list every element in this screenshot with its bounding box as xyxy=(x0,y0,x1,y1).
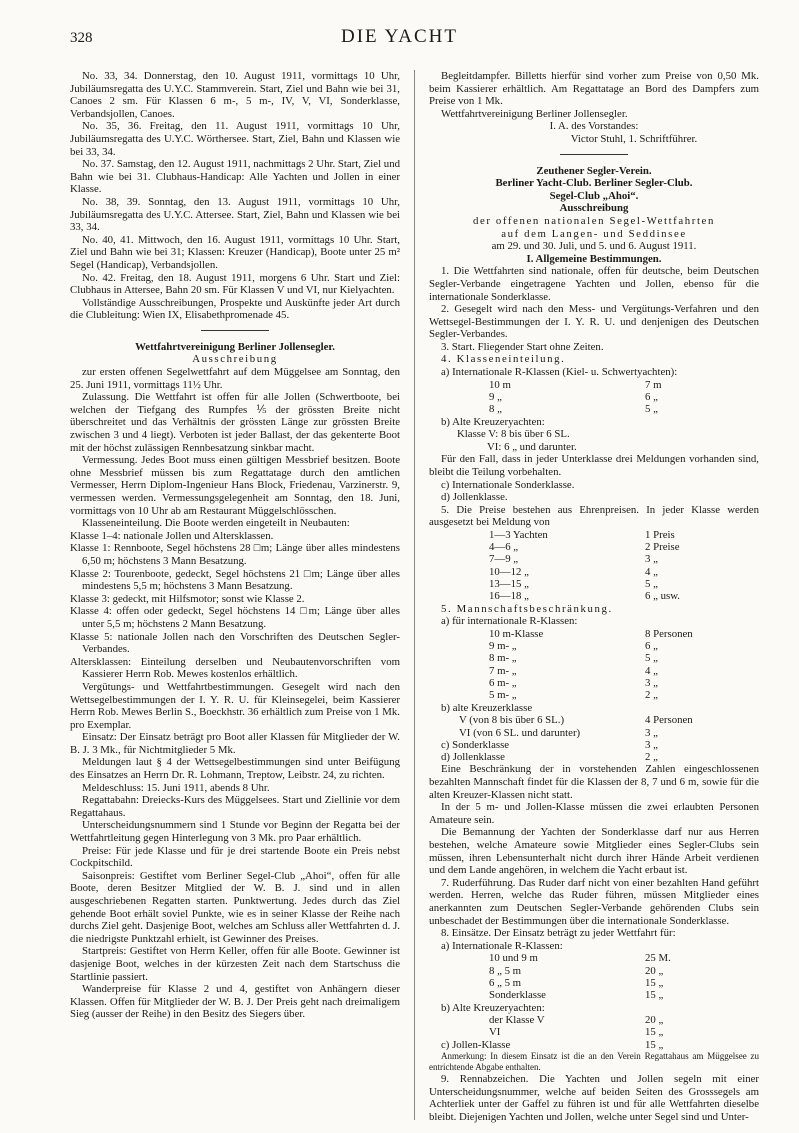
table-cell: 8 m- „ xyxy=(489,652,517,665)
table-row xyxy=(489,652,699,664)
table-cell: 15 „ xyxy=(645,976,664,989)
body-paragraph: Eine Beschränkung der in vorstehenden Zahlen eingeschlossenen bezahlten Mannschaft findet für die Klassen der 8, 7 und 6 m, sowie für die alten Kreuzer-Klassen nicht statt. xyxy=(429,763,759,801)
table-cell: 20 „ xyxy=(645,1014,664,1027)
body-paragraph: Preise: Für jede Klasse und für je drei startende Boote ein Preis nebst Cockpitschild. xyxy=(70,844,400,870)
sub-item: a) Internationale R-Klassen: xyxy=(441,939,563,952)
section-subtitle: Ausschreibung xyxy=(192,353,278,366)
table-row xyxy=(489,379,668,391)
club-heading: Segel-Club „Ahoi“. xyxy=(549,189,639,202)
table-cell: 10 m xyxy=(489,378,511,391)
table-cell: 3 „ xyxy=(645,726,658,739)
table-row xyxy=(489,1014,669,1026)
table-cell: 4—6 „ xyxy=(489,541,519,554)
table-row xyxy=(489,677,699,689)
sub-item: b) alte Kreuzerklasse xyxy=(441,701,533,714)
table-cell: d) Jollenklasse xyxy=(441,751,505,764)
body-paragraph: 4. Klasseneinteilung. xyxy=(441,353,566,366)
table-cell: 7 m- „ xyxy=(489,664,517,677)
table-row xyxy=(489,665,699,677)
body-paragraph: Meldungen laut § 4 der Wettsegelbestimmungen sind unter Beifügung des Einsatzes an Herrn Dr. R. Lohmann, Treptow, Leibstr. 24, zu richten. xyxy=(70,756,400,782)
table-cell: 3 „ xyxy=(645,677,658,690)
table-cell: 5 „ xyxy=(645,403,658,416)
section-separator xyxy=(560,154,628,155)
table-cell: 6 „ xyxy=(645,640,658,653)
sub-item: a) für internationale R-Klassen: xyxy=(441,615,578,628)
table-row xyxy=(489,965,677,977)
table-row xyxy=(489,578,686,590)
table-cell: Sonderklasse xyxy=(489,989,546,1002)
table-cell: 3 „ xyxy=(645,553,658,566)
table-row xyxy=(489,977,677,989)
klasse-item: Klasse 2: Tourenboote, gedeckt, Segel höchstens 21 □m; Länge über alles mindestens 5,5 m; höchstens 3 Mann Besatzung. xyxy=(70,567,400,593)
column-divider xyxy=(414,70,415,1120)
table-cell: 6 „ xyxy=(645,390,658,403)
table-cell: 10 m-Klasse xyxy=(489,627,544,640)
table-row xyxy=(489,989,677,1001)
table-cell: 15 „ xyxy=(645,1026,664,1039)
table-cell: 4 „ xyxy=(645,664,658,677)
table-cell: der Klasse V xyxy=(489,1014,545,1027)
klasse-item: Klasse 4: offen oder gedeckt, Segel höchstens 14 □m; Länge über alles unter 5,5 m; höchstens 2 Mann Besatzung. xyxy=(70,605,400,630)
table-cell: 6 „ usw. xyxy=(645,590,680,603)
fee-table xyxy=(441,1039,669,1051)
table-row xyxy=(489,628,699,640)
table-cell: V (von 8 bis über 6 SL.) xyxy=(459,714,565,727)
table-cell: 6 „ 5 m xyxy=(489,976,522,989)
ausschreibung-heading: Ausschreibung xyxy=(559,202,629,215)
table-row xyxy=(489,640,699,652)
table-cell: c) Jollen-Klasse xyxy=(441,1038,511,1051)
table-row xyxy=(459,714,699,726)
table-cell: 4 Personen xyxy=(645,714,693,727)
sub-item: d) Jollenklasse. xyxy=(441,491,508,504)
body-paragraph: 5. Mannschaftsbeschränkung. xyxy=(441,602,613,615)
table-cell: 2 „ xyxy=(645,751,658,764)
schedule-entry: No. 33, 34. Donnerstag, den 10. August 1911, vormittags 10 Uhr, Jubiläumsregatta des U.Y.C. Stammverein. Start, Ziel und Bahn wie bei 31, Canoes 2 sm. Für Klassen 6 m-, 5 m-, IV, V, VI, Sonderklasse, Verbandsjollen, Canoes. xyxy=(70,70,400,120)
klasse-item: Klasse 1: Rennboote, Segel höchstens 28 □m; Länge über alles mindestens 6,50 m; höchstens 3 Mann Besatzung. xyxy=(70,542,400,567)
table-row xyxy=(489,529,686,541)
club-heading: Berliner Yacht-Club. Berliner Segler-Club. xyxy=(495,177,693,190)
table-cell: 9 m- „ xyxy=(489,640,517,653)
body-paragraph: Wettfahrtvereinigung Berliner Jollensegler. xyxy=(441,107,628,120)
table-cell: 13—15 „ xyxy=(489,578,529,591)
table-cell: 8 „ 5 m xyxy=(489,964,522,977)
table-cell: 20 „ xyxy=(645,964,664,977)
table-cell: 6 m- „ xyxy=(489,677,517,690)
table-cell: 7—9 „ xyxy=(489,553,519,566)
running-title: DIE YACHT xyxy=(340,26,459,47)
table-cell: 16—18 „ xyxy=(489,590,529,603)
event-line: auf dem Langen- und Seddinsee xyxy=(501,227,687,240)
klasse-item: Klasse 3: gedeckt, mit Hilfsmotor; sonst wie Klasse 2. xyxy=(70,592,305,605)
signature-line: Victor Stuhl, 1. Schriftführer. xyxy=(570,132,698,145)
table-row xyxy=(489,952,677,964)
zulassung-paragraph: Zulassung. Die Wettfahrt ist offen für alle Jollen (Schwertboote, bei welchen der Tiefgang des Rumpfes ⅕ der grössten Breite nicht überschreitet und das Verhältnis der grössten Länge zur grössten Breite zwischen 3 und 4 liegt). Verboten ist jeder Ballast, der das gekenterte Boot mit der höchst zulässigen Rennbesatzung sinkbar macht. xyxy=(70,391,400,454)
body-paragraph: 3. Start. Fliegender Start ohne Zeiten. xyxy=(441,340,604,353)
table-cell: 8 Personen xyxy=(645,627,693,640)
club-heading: Zeuthener Segler-Verein. xyxy=(536,164,652,177)
table-row xyxy=(489,403,668,415)
body-paragraph: In der 5 m- und Jollen-Klasse müssen die zwei erlaubten Personen Amateure sein. xyxy=(429,801,759,826)
body-paragraph: Für den Fall, dass in jeder Unterklasse drei Meldungen vorhanden sind, bleibt die Teilung vorbehalten. xyxy=(429,453,759,478)
table-cell: 8 „ xyxy=(489,403,502,416)
fee-table xyxy=(489,952,677,1001)
table-row xyxy=(459,727,699,739)
table-cell: 10 und 9 m xyxy=(489,952,538,965)
body-paragraph: 8. Einsätze. Der Einsatz beträgt zu jeder Wettfahrt für: xyxy=(441,927,676,940)
prize-table xyxy=(489,529,686,603)
table-row xyxy=(489,391,668,403)
body-paragraph: Begleitdampfer. Billetts hierfür sind vorher zum Preise von 0,50 Mk. beim Kassierer erhältlich. Am Regattatage an Bord des Dampfers zum Preise von 1 Mk. xyxy=(429,70,759,108)
table-row xyxy=(489,689,699,701)
page-number: 328 xyxy=(70,30,93,46)
body-paragraph: 5. Die Preise bestehen aus Ehrenpreisen. In jeder Klasse werden ausgesetzt bei Meldung von xyxy=(429,503,759,529)
klassen-intro: Klasseneinteilung. Die Boote werden eingeteilt in Neubauten: xyxy=(82,517,350,530)
section-separator xyxy=(201,330,269,331)
event-line: der offenen nationalen Segel-Wettfahrten xyxy=(473,214,715,227)
body-paragraph: 9. Rennabzeichen. Die Yachten und Jollen segeln mit einer Unterscheidungsnummer, welche auf beiden Seiten des Grosssegels am Achterliek unter der Gaffel zu führen ist und für alle Wettfahrten dieselbe bleibt. Diejenigen Yachten und Jollen, welche unter Segel sind und Unter- xyxy=(429,1073,759,1123)
table-row xyxy=(489,541,686,553)
sub-item: b) Alte Kreuzeryachten: xyxy=(441,1001,545,1014)
table-cell: 4 „ xyxy=(645,565,658,578)
table-cell: 5 m- „ xyxy=(489,689,517,702)
klasse-item: Klasse 5: nationale Jollen nach den Vorschriften des Deutschen Segler-Verbandes. xyxy=(70,630,400,656)
event-line: am 29. und 30. Juli, und 5. und 6. August 1911. xyxy=(491,240,697,253)
crew-table xyxy=(441,739,664,764)
schedule-entry: No. 42. Freitag, den 18. August 1911, morgens 6 Uhr. Start und Ziel: Clubhaus in Attersee, Bahn 20 sm. Für Klassen V und VI, nur Kielyachten. xyxy=(70,271,400,297)
vermessung-paragraph: Vermessung. Jedes Boot muss einen gültigen Messbrief besitzen. Boote ohne Messbrief müssen bis zum Regattatage durch den amtlichen Vermesser, Herrn Diplom-Ingenieur Hans Block, Friedenau, Varzinerstr. 9, vermessen werden. Vermessungsgelegenheit am Sonntag, den 18. Juni, vormittags von 10 Uhr ab am Restaurant Müggelschlösschen. xyxy=(70,454,400,517)
body-paragraph: 7. Ruderführung. Das Ruder darf nicht von einer bezahlten Hand geführt werden. Herren, welche das Ruder führen, müssen Mitglieder eines anerkannten zum Deutschen Segler-Verbande gehörenden Clubs sein unbeschadet der Bestimmungen über die internationale Sonderklasse. xyxy=(429,876,759,927)
klasse-item: Altersklassen: Einteilung derselben und Neubautenvorschriften vom Kassierer Herrn Rob. Mewes kostenlos erhältlich. xyxy=(70,655,400,681)
schedule-entry: No. 37. Samstag, den 12. August 1911, nachmittags 2 Uhr. Start, Ziel und Bahn wie bei 31. Clubhaus-Handicap: Alle Yachten und Jollen in einer Klasse. xyxy=(70,158,400,196)
part-heading: I. Allgemeine Bestimmungen. xyxy=(526,252,662,265)
schedule-entry: No. 40, 41. Mittwoch, den 16. August 1911, vormittags 10 Uhr. Start, Ziel und Bahn wie bei 31; Klassen: Kreuzer (Handicap), Boote unter 25 m² Segel (Handicap), Verbandsjollen. xyxy=(70,233,400,271)
body-paragraph: Startpreis: Gestiftet von Herrn Keller, offen für alle Boote. Gewinner ist dasjenige Boot, welches in der kürzesten Zeit nach dem Startschuss die Startlinie passiert. xyxy=(70,945,400,983)
body-paragraph: 1. Die Wettfahrten sind nationale, offen für deutsche, beim Deutschen Segler-Verbande eingetragene Yachten und Jollen, ebenso für die internationale Sonderklasse. xyxy=(429,265,759,303)
fee-table xyxy=(489,1014,669,1039)
footnote: Anmerkung: In diesem Einsatz ist die an den Verein Regattahaus am Müggelsee zu entrichtende Abgabe enthalten. xyxy=(429,1051,759,1072)
sub-item: Klasse V: 8 bis über 6 SL. xyxy=(457,428,570,441)
table-cell: VI (von 6 SL. und darunter) xyxy=(459,726,581,739)
class-table xyxy=(489,379,668,416)
table-row xyxy=(489,566,686,578)
table-cell: 1 Preis xyxy=(645,528,675,541)
klasse-item: Klasse 1–4: nationale Jollen und Altersklassen. xyxy=(70,529,274,542)
sub-item: VI: 6 „ und darunter. xyxy=(487,440,577,453)
crew-table xyxy=(459,714,699,739)
table-cell: 2 „ xyxy=(645,689,658,702)
body-paragraph: Die Bemannung der Yachten der Sonderklasse darf nur aus Herren bestehen, welche Amateure sowie Mitglieder eines Segler-Clubs sein müssen, ihren Lebensunterhalt nicht durch ihrer Hände Arbeit verdienen und dem Lande angehören, in welchem die Yacht erbaut ist. xyxy=(429,826,759,877)
left-column xyxy=(70,70,400,1021)
section-title: Wettfahrtvereinigung Berliner Jollensegler. xyxy=(135,340,335,353)
body-paragraph: Saisonpreis: Gestiftet vom Berliner Segel-Club „Ahoi“, offen für alle Boote, deren Besitzer Mitglied der W. B. J. sind und in allen ausgeschriebenen Regatten starten. Punktwertung. Jedes durch das Ziel gehende Boot erhält soviel Punkte, wie es in seiner Klasse der Reihe nach durchs Ziel geht. Dasjenige Boot, welches am Schluss aller Wettfahrten d. J. die niedrigste Punktzahl erhielt, ist Gewinner des Preises. xyxy=(70,869,400,945)
body-paragraph: Wanderpreise für Klasse 2 und 4, gestiftet von Anhängern dieser Klassen. Offen für Mitglieder der W. B. J. Der Preis geht nach dreimaligem Sieg (ausser der Reihe) in den Besitz des Siegers über. xyxy=(70,983,400,1021)
signature-line: I. A. des Vorstandes: xyxy=(549,120,639,133)
table-cell: 5 „ xyxy=(645,578,658,591)
sub-item: c) Internationale Sonderklasse. xyxy=(441,478,575,491)
table-cell: 9 „ xyxy=(489,390,502,403)
table-row xyxy=(441,1039,669,1051)
table-cell: 1—3 Yachten xyxy=(489,528,548,541)
table-row xyxy=(489,590,686,602)
table-row xyxy=(489,553,686,565)
sub-item: b) Alte Kreuzeryachten: xyxy=(441,415,545,428)
body-paragraph: Regattabahn: Dreiecks-Kurs des Müggelsees. Start und Ziellinie vor dem Regattahaus. xyxy=(70,794,400,819)
body-paragraph: Meldeschluss: 15. Juni 1911, abends 8 Uhr. xyxy=(82,781,270,794)
body-paragraph: 2. Gesegelt wird nach den Mess- und Vergütungs-Verfahren und den Wettsegel-Bestimmungen der I. Y. R. U. und denjenigen des Deutschen Segler-Verbandes. xyxy=(429,303,759,341)
crew-table xyxy=(489,628,699,702)
sub-item: a) Internationale R-Klassen (Kiel- u. Schwertyachten): xyxy=(441,366,678,379)
table-row xyxy=(441,739,664,751)
table-cell: 2 Preise xyxy=(645,541,680,554)
body-paragraph: Einsatz: Der Einsatz beträgt pro Boot aller Klassen für Mitglieder der W. B. J. 3 Mk., für Nichtmitglieder 5 Mk. xyxy=(70,731,400,756)
table-cell: 15 „ xyxy=(645,989,664,1002)
table-cell: 5 „ xyxy=(645,652,658,665)
body-paragraph: Vergütungs- und Wettfahrtbestimmungen. Gesegelt wird nach den Wettsegelbestimmungen der I. Y. R. U. für Kleinsegelei, beim Kassierer Herrn Rob. Mewes Berlin S., Boeckhstr. 36 erhältlich zum Preise von 1 Mk. pro Exemplar. xyxy=(70,680,400,731)
schedule-entry: Vollständige Ausschreibungen, Prospekte und Auskünfte jeder Art durch die Clubleitung: Wien IX, Elisabethpromenade 45. xyxy=(70,296,400,322)
right-column xyxy=(429,70,759,1123)
schedule-entry: No. 38, 39. Sonntag, den 13. August 1911, vormittags 10 Uhr, Jubiläumsregatta des U.Y.C. Attersee. Start, Ziel, Bahn und Klassen wie bei 33, 34. xyxy=(70,195,400,234)
body-paragraph: Unterscheidungsnummern sind 1 Stunde vor Beginn der Regatta bei der Wettfahrtleitung gegen Hinterlegung von 3 Mk. pro Paar erhältlich. xyxy=(70,819,400,845)
table-row xyxy=(489,1026,669,1038)
table-cell: 3 „ xyxy=(645,738,658,751)
table-cell: 25 M. xyxy=(645,952,671,965)
schedule-entry: No. 35, 36. Freitag, den 11. August 1911, vormittags 10 Uhr, Jubiläumsregatta des U.Y.C. Wörthersee. Start, Ziel, Bahn und Klassen wie bei 33, 34. xyxy=(70,120,400,158)
intro-text: zur ersten offenen Segelwettfahrt auf dem Müggelsee am Sonntag, den 25. Juni 1911, vormittags 11½ Uhr. xyxy=(70,366,400,391)
table-cell: 10—12 „ xyxy=(489,565,529,578)
table-cell: c) Sonderklasse xyxy=(441,738,510,751)
table-cell: VI xyxy=(489,1026,501,1039)
table-cell: 7 m xyxy=(645,378,662,391)
table-cell: 15 „ xyxy=(645,1038,664,1051)
table-row xyxy=(441,751,664,763)
